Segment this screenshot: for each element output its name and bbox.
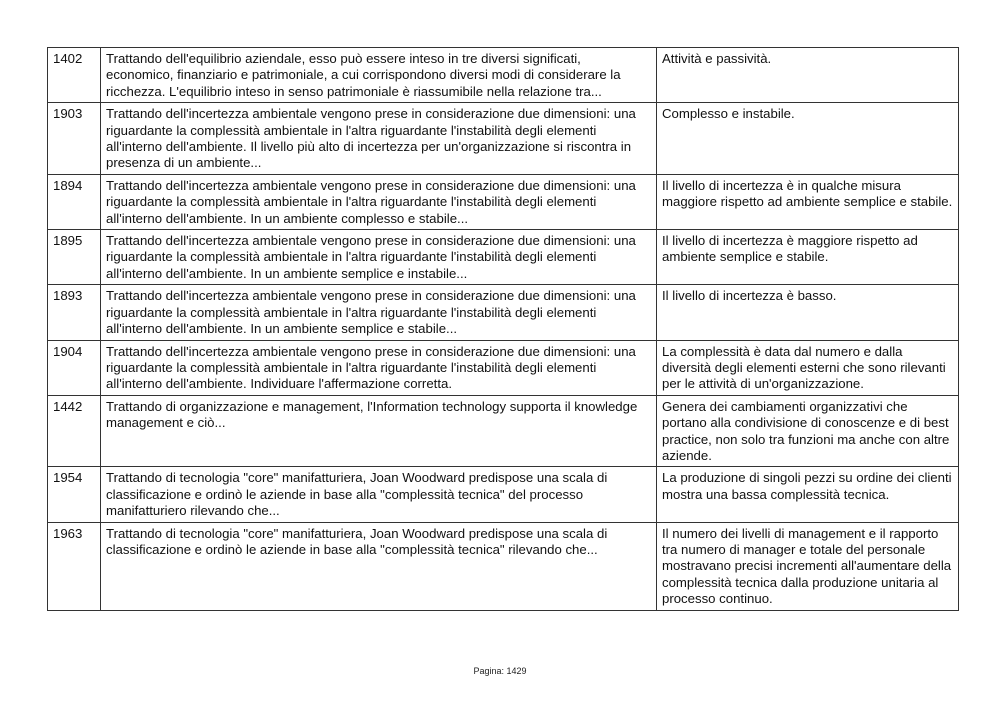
question-cell: Trattando di tecnologia "core" manifatturiera, Joan Woodward predispose una scala di classificazione e ordinò le aziende in base alla "complessità tecnica" del processo manifatturiero rilevando che... xyxy=(101,467,657,522)
answer-cell: Attività e passività. xyxy=(657,48,959,103)
table-row xyxy=(48,285,959,340)
table-row xyxy=(48,230,959,285)
answer-cell: La produzione di singoli pezzi su ordine dei clienti mostra una bassa complessità tecnica. xyxy=(657,467,959,522)
row-id-cell: 1904 xyxy=(48,340,101,395)
table-row xyxy=(48,103,959,175)
page-number-footer: Pagina: 1429 xyxy=(473,666,527,676)
row-id-cell: 1903 xyxy=(48,103,101,175)
answer-cell: La complessità è data dal numero e dalla diversità degli elementi esterni che sono rilevanti per le attività di un'organizzazione. xyxy=(657,340,959,395)
answer-cell: Complesso e instabile. xyxy=(657,103,959,175)
question-cell: Trattando dell'incertezza ambientale vengono prese in considerazione due dimensioni: una riguardante la complessità ambientale in l'altra riguardante l'instabilità degli elementi all'interno dell'ambiente. In un ambiente semplice e stabile... xyxy=(101,285,657,340)
answer-cell: Il livello di incertezza è in qualche misura maggiore rispetto ad ambiente semplice e stabile. xyxy=(657,174,959,229)
question-cell: Trattando dell'incertezza ambientale vengono prese in considerazione due dimensioni: una riguardante la complessità ambientale in l'altra riguardante l'instabilità degli elementi all'interno dell'ambiente. Il livello più alto di incertezza per un'organizzazione si riscontra in presenza di un ambiente... xyxy=(101,103,657,175)
answer-cell: Il livello di incertezza è basso. xyxy=(657,285,959,340)
row-id-cell: 1954 xyxy=(48,467,101,522)
row-id-cell: 1402 xyxy=(48,48,101,103)
answer-cell: Genera dei cambiamenti organizzativi che portano alla condivisione di conoscenze e di best practice, non solo tra funzioni ma anche con altre aziende. xyxy=(657,395,959,467)
question-cell: Trattando dell'equilibrio aziendale, esso può essere inteso in tre diversi significati, economico, finanziario e patrimoniale, a cui corrispondono diversi modi di considerare la ricchezza. L'equilibrio inteso in senso patrimoniale è riassumibile nella relazione tra... xyxy=(101,48,657,103)
table-row xyxy=(48,522,959,610)
answer-cell: Il numero dei livelli di management e il rapporto tra numero di manager e totale del personale mostravano precisi incrementi all'aumentare della complessità tecnica dalla produzione unitaria al processo continuo. xyxy=(657,522,959,610)
row-id-cell: 1442 xyxy=(48,395,101,467)
question-cell: Trattando di tecnologia "core" manifatturiera, Joan Woodward predispose una scala di classificazione e ordinò le aziende in base alla "complessità tecnica" rilevando che... xyxy=(101,522,657,610)
table-row xyxy=(48,395,959,467)
table-row xyxy=(48,467,959,522)
question-cell: Trattando dell'incertezza ambientale vengono prese in considerazione due dimensioni: una riguardante la complessità ambientale in l'altra riguardante l'instabilità degli elementi all'interno dell'ambiente. In un ambiente complesso e stabile... xyxy=(101,174,657,229)
table-row xyxy=(48,48,959,103)
question-cell: Trattando dell'incertezza ambientale vengono prese in considerazione due dimensioni: una riguardante la complessità ambientale in l'altra riguardante l'instabilità degli elementi all'interno dell'ambiente. In un ambiente semplice e instabile... xyxy=(101,230,657,285)
question-answer-table xyxy=(47,47,959,611)
table-row xyxy=(48,340,959,395)
row-id-cell: 1894 xyxy=(48,174,101,229)
table-body xyxy=(48,48,959,611)
question-cell: Trattando dell'incertezza ambientale vengono prese in considerazione due dimensioni: una riguardante la complessità ambientale in l'altra riguardante l'instabilità degli elementi all'interno dell'ambiente. Individuare l'affermazione corretta. xyxy=(101,340,657,395)
answer-cell: Il livello di incertezza è maggiore rispetto ad ambiente semplice e stabile. xyxy=(657,230,959,285)
row-id-cell: 1963 xyxy=(48,522,101,610)
row-id-cell: 1893 xyxy=(48,285,101,340)
table-row xyxy=(48,174,959,229)
row-id-cell: 1895 xyxy=(48,230,101,285)
question-cell: Trattando di organizzazione e management, l'Information technology supporta il knowledge management e ciò... xyxy=(101,395,657,467)
